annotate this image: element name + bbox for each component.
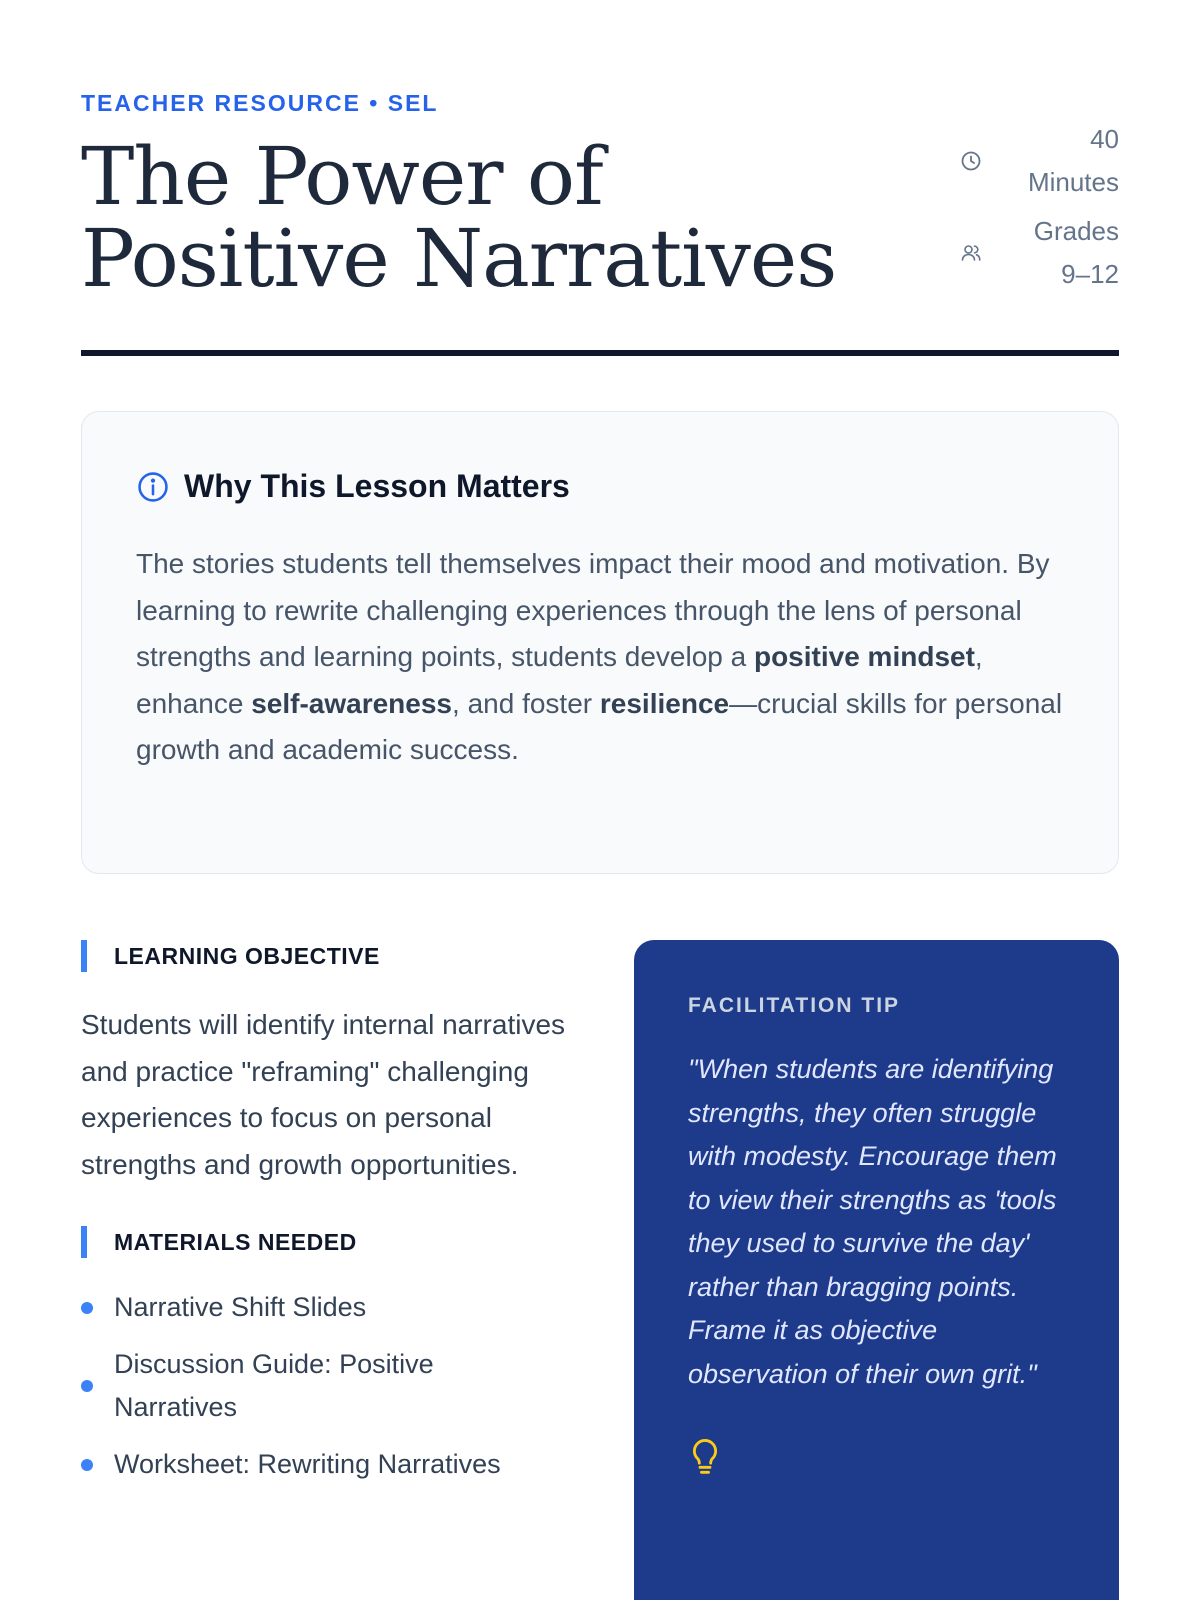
bullet-dot	[81, 1302, 93, 1314]
duration-unit: Minutes	[1027, 167, 1119, 197]
materials-label: MATERIALS NEEDED	[114, 1228, 357, 1255]
material-label: Narrative Shift Slides	[114, 1292, 367, 1322]
why-body	[136, 541, 1064, 774]
list-item	[81, 1286, 581, 1329]
tip-quote: "When students are identifying strengths, they often struggle with modesty. Encourage them to view their strengths as 'tools they used to survive the day' rather than bragging points. Frame it as objective observation of their own grit."	[688, 1054, 1057, 1389]
grades-meta	[959, 210, 1119, 296]
bullet-dot	[81, 1380, 93, 1392]
why-card	[81, 411, 1119, 874]
facilitation-tip-card	[634, 940, 1119, 1600]
materials-list	[81, 1286, 581, 1486]
grades-text	[1009, 210, 1119, 296]
why-text-1: The stories students tell themselves impact their mood and motivation. By learning to rewrite challenging experiences through the lens of personal strengths and learning points, students develop a	[136, 548, 1050, 672]
users-icon	[959, 241, 983, 265]
section-accent-bar	[81, 940, 87, 972]
lesson-meta	[959, 118, 1119, 302]
duration-number: 40	[1090, 124, 1119, 154]
section-accent-bar	[81, 1226, 87, 1258]
grades-word: Grades	[1033, 216, 1119, 246]
material-label: Discussion Guide: Positive Narratives	[114, 1349, 434, 1422]
duration-meta	[959, 118, 1119, 204]
why-text-3: , and foster	[452, 687, 600, 719]
why-text-2: , enhance	[136, 641, 983, 719]
tip-label: FACILITATION TIP	[688, 994, 901, 1017]
why-bold-positive-mindset: positive mindset	[753, 641, 975, 672]
objective-label: LEARNING OBJECTIVE	[114, 942, 380, 969]
page-title: The Power of Positive Narratives	[81, 130, 837, 305]
why-text-4: —crucial skills for personal growth and academic success.	[136, 687, 1063, 765]
info-icon	[136, 470, 170, 504]
header-divider	[81, 350, 1119, 356]
materials-heading	[81, 1226, 581, 1258]
why-heading-text: Why This Lesson Matters	[184, 468, 570, 504]
why-bold-resilience: resilience	[599, 687, 730, 719]
duration-text	[1009, 118, 1119, 204]
why-heading	[136, 468, 1064, 505]
list-item	[81, 1343, 581, 1429]
material-label: Worksheet: Rewriting Narratives	[114, 1449, 501, 1479]
eyebrow-label: TEACHER RESOURCE • SEL	[81, 90, 439, 116]
objective-text: Students will identify internal narratives and practice "reframing" challenging experiences to focus on personal strengths and growth opportunities.	[81, 1009, 566, 1180]
lightbulb-icon	[688, 1436, 722, 1476]
objective-heading	[81, 940, 581, 972]
bullet-dot	[81, 1459, 93, 1471]
grades-range: 9–12	[1061, 259, 1119, 289]
why-bold-self-awareness: self-awareness	[251, 687, 453, 719]
clock-icon	[959, 149, 983, 173]
list-item	[81, 1443, 581, 1486]
left-column	[81, 940, 581, 1500]
